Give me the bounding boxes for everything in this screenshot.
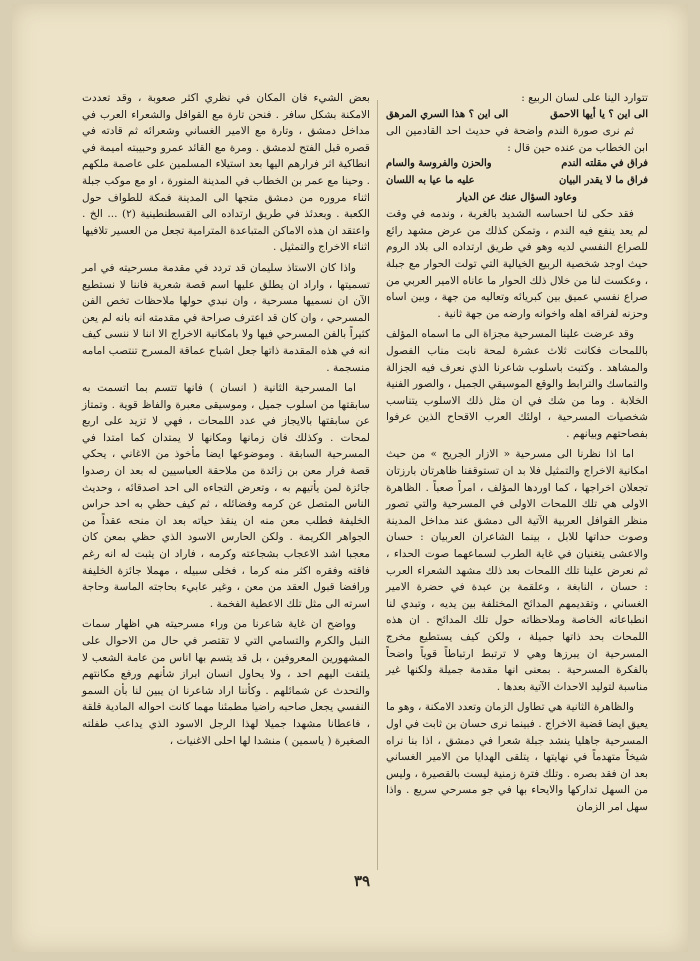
- verse-2b-hemistich-2: عليه ما عيا به اللسان: [386, 174, 475, 186]
- verse-1-hemistich-1: الى اين ؟ يا أيها الاحمق: [550, 108, 648, 120]
- intro-line: تتوارد الينا على لسان الربيع :: [521, 92, 648, 104]
- verse-1-hemistich-2: الى اين ؟ هذا السري المرهق: [386, 108, 509, 120]
- verse-2a: [386, 156, 648, 173]
- magazine-page: [12, 4, 688, 952]
- verse-2b-hemistich-1: فراق ما لا يقدر البيان: [558, 174, 648, 186]
- paragraph: فقد حكى لنا احساسه الشديد بالغربة ، وندمه في وقت لم يعد ينفع فيه الندم ، وتمكن كذلك من عرض مشهد رائع للصراع النفسي لديه وهو في طريق ارتداده الى بلاد الروم حيث اوجد شخصية الربيع الخيالية التي تولت الحوار مع جبلة ، وعكست لنا من خلال ذلك الحوار ما عاناه الامير العربي من صراع نفسي عميق بين كبريائه وتعاليه من جهة ، وبين اساه وحزنه لفراقه اهله واخوانه وارضه من جهة ثانية .: [386, 208, 648, 320]
- left-column: [82, 90, 370, 749]
- verse-2a-hemistich-1: فراق في مقلته الندم: [561, 158, 648, 170]
- paragraph: وقد عرضت علينا المسرحية مجزاة الى ما اسماه المؤلف باللمحات فكانت ثلاث عشرة لمحة نابت مناب الفصول والمشاهد . وكتبت باسلوب شاعرنا الذي نعرف فيه الجزالة والتماسك والترابط والوقع الموسيقي الجميل ، والصور الفنية الخلابة . وما من شك في ان مثل ذلك الاسلوب يتناسب شخصيات المسرحية ، اولئك العرب الاقحاح الذين عرفوا بفصاحتهم وبيانهم .: [386, 328, 648, 440]
- paragraph: والظاهرة الثانية هي تطاول الزمان وتعدد الامكنة ، وهو ما يعيق ايضا قضية الاخراج . فبينما نرى حسان بن ثابت في اول المسرحية جاهليا ينشد جبلة شعرا في دمشق ، اذا بنا نراه شيخاً متهدماً في نهايتها ، يتلقى الهدايا من الامير الغساني بعد ان فقد بصره . وتلك فترة زمنية ليست بالقصيرة ، وليس من السهل تداركها والايحاء بها في جو مسرحي سريع . واذا سهل امر الزمان: [386, 701, 648, 813]
- paragraph: ثم نرى صورة الندم واضحة في حديث احد القادمين الى ابن الخطاب من عنده حين قال :: [386, 125, 648, 154]
- paragraph: اما اذا نظرنا الى مسرحية « الازار الجريح » من حيث امكانية الاخراج والتمثيل فلا بد ان تستوقفنا ظاهرتان بارزتان تجعلان اخراجها ، كما اوردها المؤلف ، امراً صعباً . الظاهرة الاولى هي تلك اللمحات الاولى في المسرحية والتي تصور منظر القوافل العربية الآتية الى دمشق عند مداخل المدينة وصوت حداتها للابل ، بينما الشاعران العربيان : حسان والاعشى يتغنيان في غاية الطرب لسماعهما صوت الحداء ، ثم نعرض علينا تلك اللمحات بعد ذلك مشهد الشعراء العرب : حسان ، النابغة ، وعلقمة بن عبدة في حضرة الامير الغساني ، وتقديمهم المدائح المختلفة بين يديه ، وتبدي لنا انطباعاته الخاصة وملاحظاته حول تلك المدائح . ان هذه اللمحات بحد ذاتها جميلة ، ولكن كيف يستطيع مخرج المسرحية ان يبرزها وهي لا ترتبط ارتباطاً قوياً واضحاً بالفكرة المسرحية . بمعنى انها مقدمة جميلة ولكنها غير مناسبة لتوليد الاحداث الآتية بعدها .: [386, 448, 648, 693]
- verse-2c: [386, 190, 648, 207]
- column-divider: [377, 100, 378, 870]
- verse-2a-hemistich-2: والحزن والفروسة والسام: [386, 158, 492, 170]
- paragraph: وواضح ان غاية شاعرنا من وراء مسرحيته هي اظهار سمات النبل والكرم والتسامي التي لا تقتصر في حال من الاحوال على المشهورين المعروفين ، بل قد يتسم بها اناس من عامة الشعب لا يلتفت اليهم احد ، ولا يحاول انسان ابراز شأنهم ورفع مكانتهم والتحدث عن شمائلهم . وكأننا اراد شاعرنا ان يبين لنا بأن السمو النفسي يجعل صاحبه راضيا مطمئنا مهما كانت احواله المادية قلقة ، فاعطانا مشهدا جميلا لهذا الرجل الاسود الذي يداعب طفلته الصغيرة ( ياسمين ) منشدا لها احلى الاغنيات ،: [82, 618, 370, 747]
- verse-2b: [386, 173, 648, 190]
- paragraph: واذا كان الاستاذ سليمان قد تردد في مقدمة مسرحيته في امر تسميتها ، واراد ان يطلق عليها اسم قصة شعرية فاننا لا نستطيع الآن ان نسميها مسرحية ، وان نبدي حولها ملاحظات تخص الفن المسرحي ، وان كان قد اعترف صراحة في مقدمته انه بانه لم يعن كثيراً بالفن المسرحي فيها ولا بامكانية الاخراج الا اننا لا ننسى كيف انه في هذه المقدمة ذاتها جعل اشباح عماقة المسرح تنتصب امامه منسجمة .: [82, 261, 370, 374]
- right-column: [386, 90, 648, 816]
- verse-2c-line: وعاود السؤال عنك عن الديار: [457, 191, 577, 203]
- page-number: ٣٩: [353, 872, 371, 890]
- paragraph: اما المسرحية الثانية ( انسان ) فانها تتسم بما اتسمت به سابقتها من اسلوب جميل ، وموسيقى معبرة والفاظ قوية . وتمتاز عن سابقتها بالايجاز في عدد اللمحات ، فهي لا تزيد على اربع لمحات . وكذلك فان زمانها ومكانها لا يمتدان كما امتدا في المسرحية السابقة . وموضوعها ايضا مأخوذ من الاغاني ، يحكي قصة فرار معن بن زائدة من ملاحقة العباسيين له بعد ان رصدوا جائزة لمن يأتيهم به ، وتعرض التجاءه الى احد اصدقائه ، وحديث الناس المتصل عن كرمه وفضائله ، ثم كيف حظي به احد حراس الخليفة فطلب معن منه ان ينقذ حياته بعد ان منحه عقداً من الجواهر الكريمة . ولكن الحارس الاسود الذي حظي بمعن كان معجبا اشد الاعجاب بشجاعته وكرمه ، فاراد ان يثبت له انه رغم فاقته وفقره اكثر منه كرما ، فخلى سبيله ، مهملا جائزة الخليفة ورافضا قبول العقد من معن ، وغير عابيء بحاجته الماسة وحاجة اسرته الى مثل تلك الاعطية الفخمة .: [82, 382, 370, 610]
- paragraph: بعض الشيء فان المكان في نظري اكثر صعوبة ، وقد تعددت الامكنة بشكل سافر . فنحن تارة مع القوافل والشعراء العرب في مداخل دمشق ، وتارة مع الامير الغساني وشعرائه ثم قادته في قصره قبل الفتح لدمشق . ومرة مع القائد عمرو وحبيبته اميمة في انطاكية اثر فرارهم اليها بعد استيلاء المسلمين على عاصمة ملكهم . وحينا مع عمر بن الخطاب في المدينة المنورة ، او مع موكب جبلة اثناء مروره من دمشق متجها الى المدينة فمكة للطواف حول الكعبة . وبعدئذ في طريق ارتداده الى القسطنطينية (٢) ... الخ . واعتقد ان هذه الاماكن المتباعدة المترامية تجعل من العسير تلافيها اثناء الاخراج والتمثيل .: [82, 92, 370, 254]
- verse-1: [386, 107, 648, 124]
